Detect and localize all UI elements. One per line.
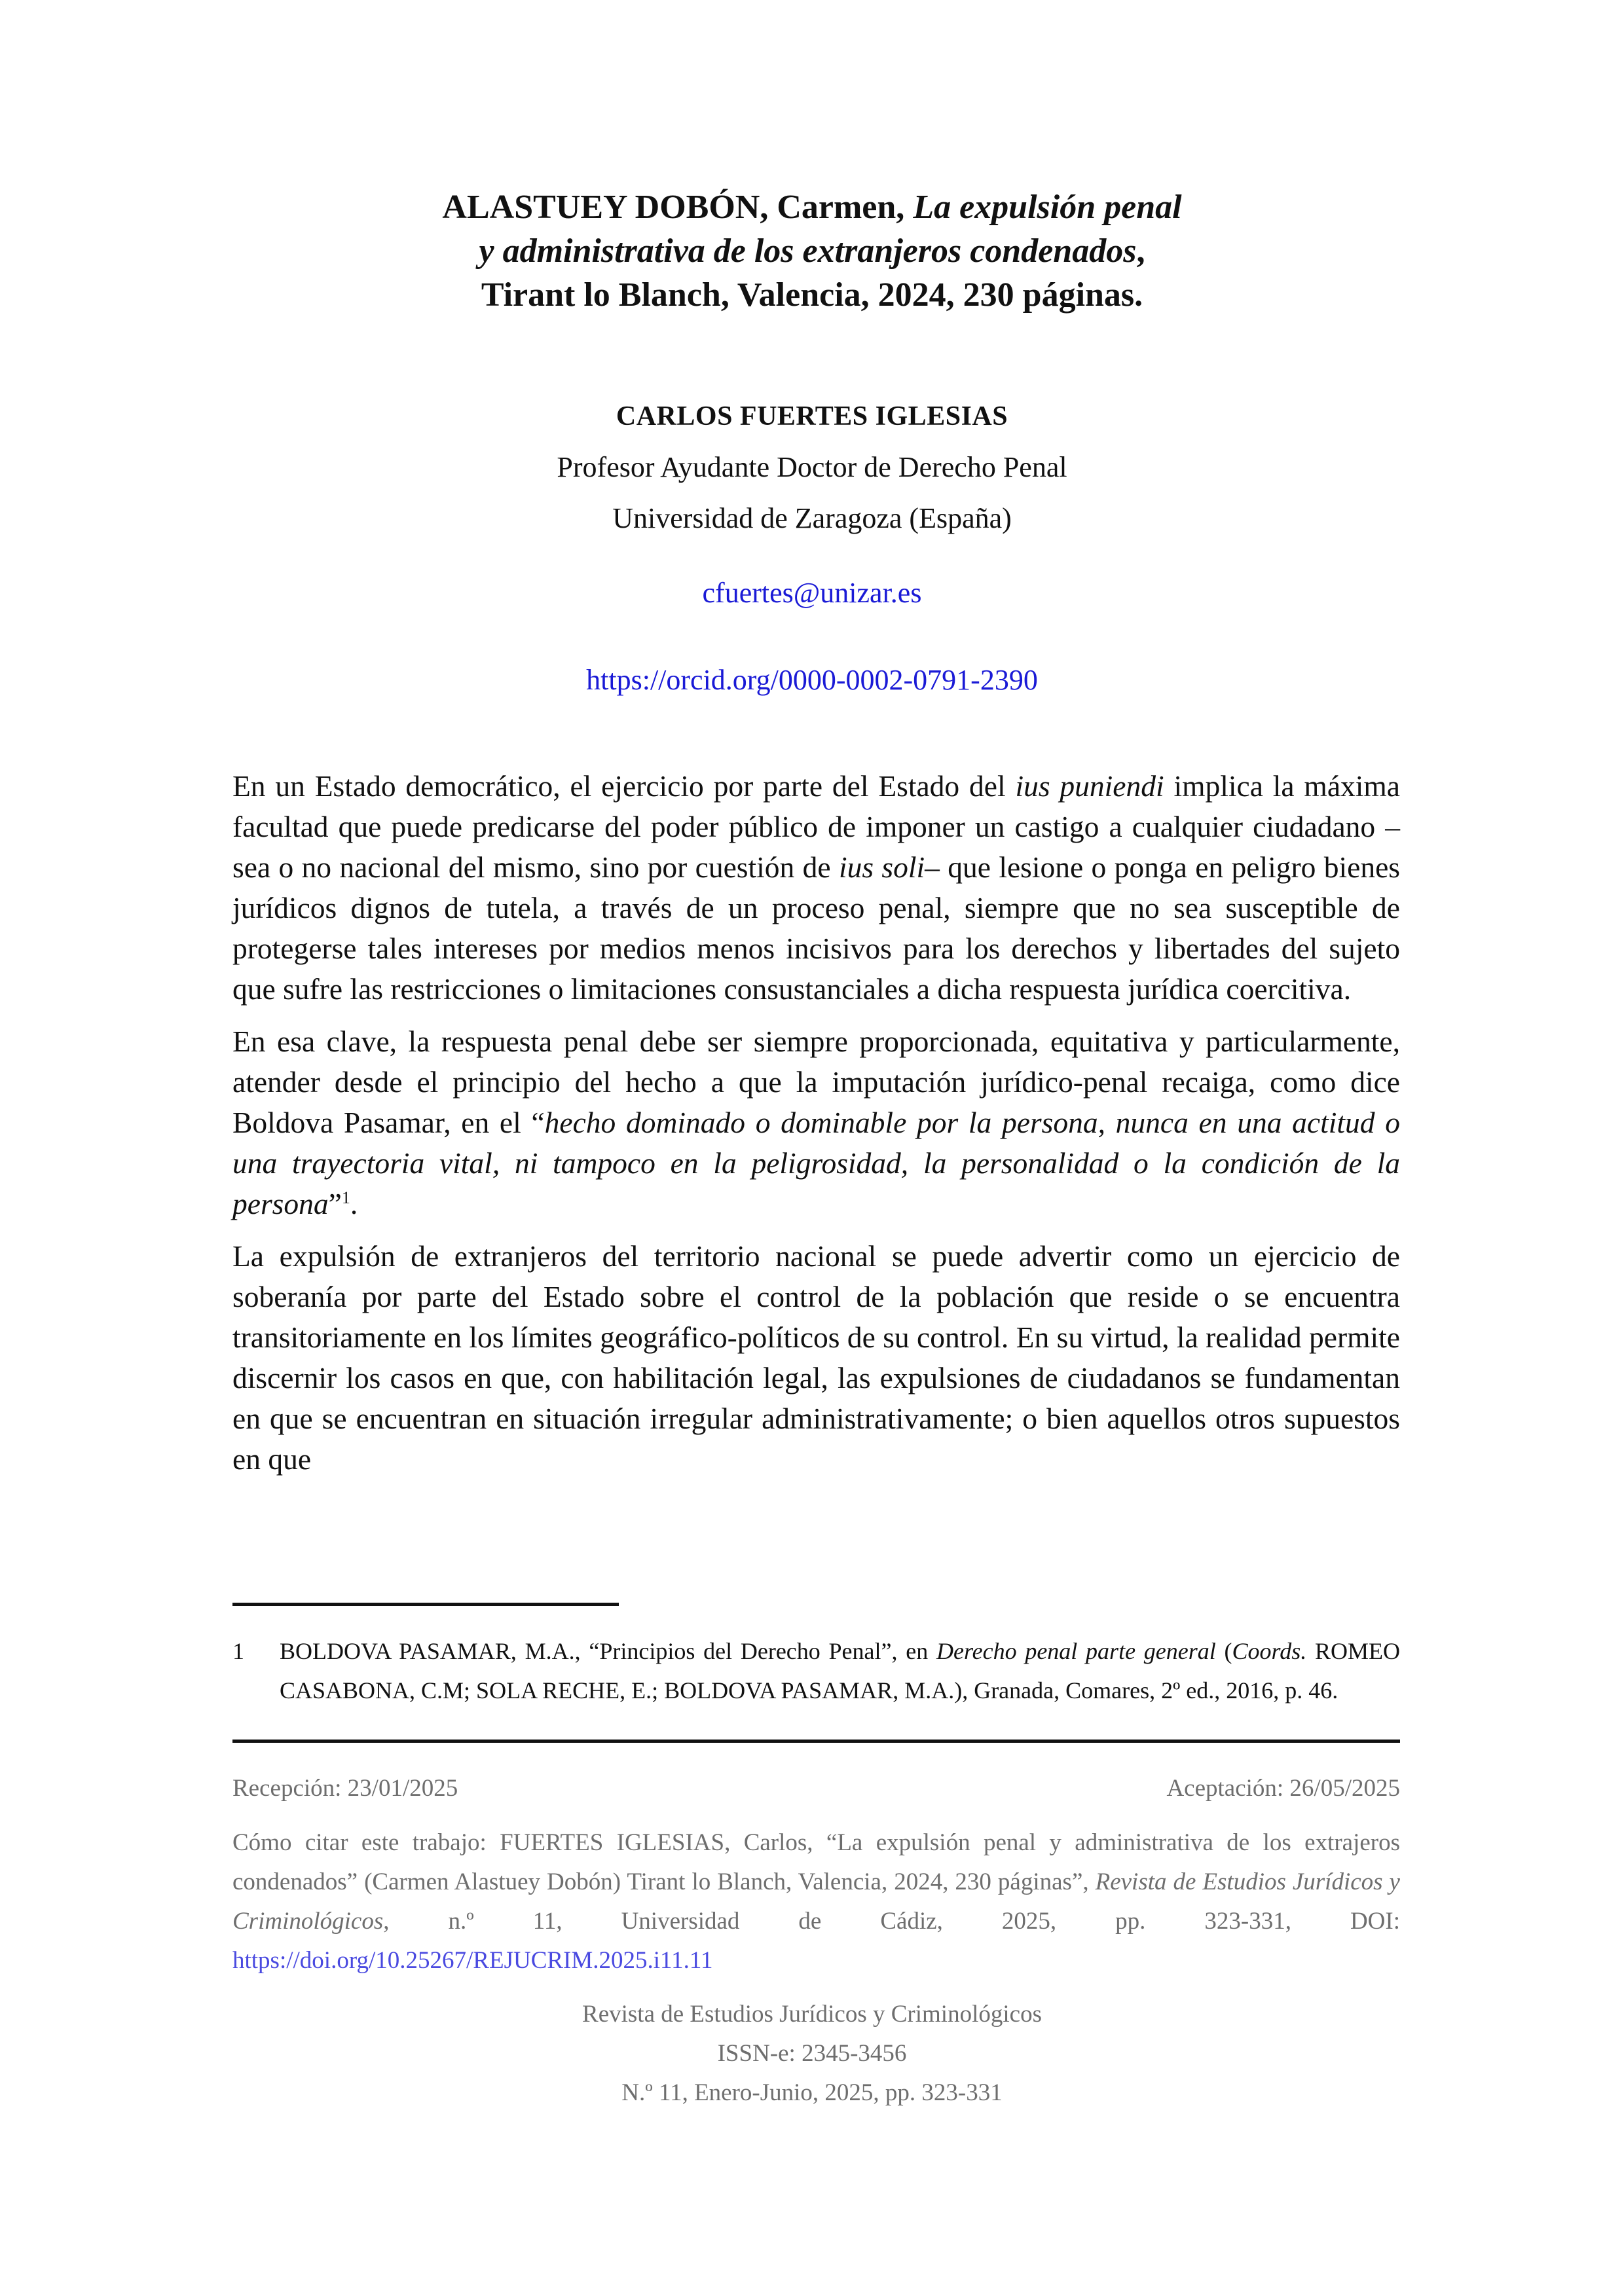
journal-issn: ISSN-e: 2345-3456 bbox=[717, 2040, 907, 2067]
latin-term: ius soli bbox=[838, 850, 925, 884]
quotation: hecho dominado o dominable por la persona, nunca en una actitud o una trayectoria vital, ni tampoco en la peligrosidad, la personalidad o la condición de la persona bbox=[232, 1106, 1400, 1220]
latin-term: ius puniendi bbox=[1015, 769, 1164, 803]
metadata-divider bbox=[232, 1740, 1400, 1743]
how-to-cite: Cómo citar este trabajo: FUERTES IGLESIAS, Carlos, “La expulsión penal y administrativa de los extrajeros condenados” (Carmen Alastuey Dobón) Tirant lo Blanch, Valencia, 2024, 230 páginas”, Revista de Estudios Jurídicos y Criminológicos, n.º 11, Universidad de Cádiz, 2025, pp. 323-331, DOI: https://doi.org/10.25267/REJUCRIM.2025.i11.11 bbox=[232, 1829, 1400, 1974]
acceptance-date: Aceptación: 26/05/2025 bbox=[1166, 1775, 1400, 1802]
paragraph-1: En un Estado democrático, el ejercicio por parte del Estado del ius puniendi implica la máxima facultad que puede predicarse del poder público de imponer un castigo a cualquier ciudadano –sea o no nacional del mismo, sino por cuestión de ius soli– que lesione o ponga en peligro bienes jurídicos dignos de tutela, a través de un proceso penal, siempre que no sea susceptible de protegerse tales intereses por medios menos incisivos para los derechos y libertades del sujeto que sufre las restricciones o limitaciones consustanciales a dicha respuesta jurídica coercitiva. bbox=[232, 769, 1400, 1006]
title-line-3: Tirant lo Blanch, Valencia, 2024, 230 páginas. bbox=[481, 276, 1143, 314]
footnote-number: 1 bbox=[232, 1638, 244, 1664]
author-position: Profesor Ayudante Doctor de Derecho Penal bbox=[557, 451, 1067, 483]
title-author-book: ALASTUEY DOBÓN, Carmen, bbox=[442, 189, 905, 226]
author-orcid-link[interactable]: https://orcid.org/0000-0002-0791-2390 bbox=[586, 664, 1038, 696]
footnote-reference[interactable]: 1 bbox=[341, 1188, 350, 1207]
journal-issue: N.º 11, Enero-Junio, 2025, pp. 323-331 bbox=[621, 2079, 1003, 2106]
footnote-1 bbox=[232, 1631, 1400, 1710]
paragraph-2: En esa clave, la respuesta penal debe ser siempre proporcionada, equitativa y particularmente, atender desde el principio del hecho a que la imputación jurídico-penal recaiga, como dice Boldova Pasamar, en el “hecho dominado o dominable por la persona, nunca en una actitud o una trayectoria vital, ni tampoco en la peligrosidad, la personalidad o la condición de la persona”$^1$. bbox=[232, 1025, 1400, 1220]
submission-dates bbox=[232, 1774, 1400, 1802]
title-line-1 bbox=[0, 185, 1624, 229]
doi-link[interactable]: https://doi.org/10.25267/REJUCRIM.2025.i11.11 bbox=[232, 1947, 713, 1974]
reception-date: Recepción: 23/01/2025 bbox=[232, 1775, 458, 1802]
review-title bbox=[0, 185, 1624, 317]
author-email-link[interactable]: cfuertes@unizar.es bbox=[702, 577, 922, 609]
title-comma: , bbox=[1136, 232, 1145, 270]
journal-name-italic: Revista de Estudios Jurídicos y Criminológicos bbox=[232, 1868, 1400, 1935]
title-line-2 bbox=[0, 229, 1624, 273]
author-institution: Universidad de Zaragoza (España) bbox=[612, 502, 1012, 534]
author-orcid-container bbox=[0, 663, 1624, 697]
title-book-italic-2: y administrativa de los extranjeros condenados bbox=[479, 232, 1137, 270]
author-name: CARLOS FUERTES IGLESIAS bbox=[616, 401, 1008, 431]
footnote-text: BOLDOVA PASAMAR, M.A., “Principios del Derecho Penal”, en Derecho penal parte general (Coords. ROMEO CASABONA, C.M; SOLA RECHE, E.; BOLDOVA PASAMAR, M.A.), Granada, Comares, 2º ed., 2016, p. 46. bbox=[280, 1638, 1400, 1704]
journal-name: Revista de Estudios Jurídicos y Criminológicos bbox=[582, 2001, 1042, 2028]
title-book-italic-1: La expulsión penal bbox=[913, 189, 1182, 226]
paragraph-3: La expulsión de extranjeros del territorio nacional se puede advertir como un ejercicio de soberanía por parte del Estado sobre el control de la población que reside o se encuentra transitoriamente en los límites geográfico-políticos de su control. En su virtud, la realidad permite discernir los casos en que, con habilitación legal, las expulsiones de ciudadanos se fundamentan en que se encuentran en situación irregular administrativamente; o bien aquellos otros supuestos en que bbox=[232, 1239, 1400, 1476]
article-body bbox=[232, 766, 1400, 1491]
author-email-container bbox=[0, 576, 1624, 610]
footnote-divider bbox=[232, 1603, 619, 1606]
